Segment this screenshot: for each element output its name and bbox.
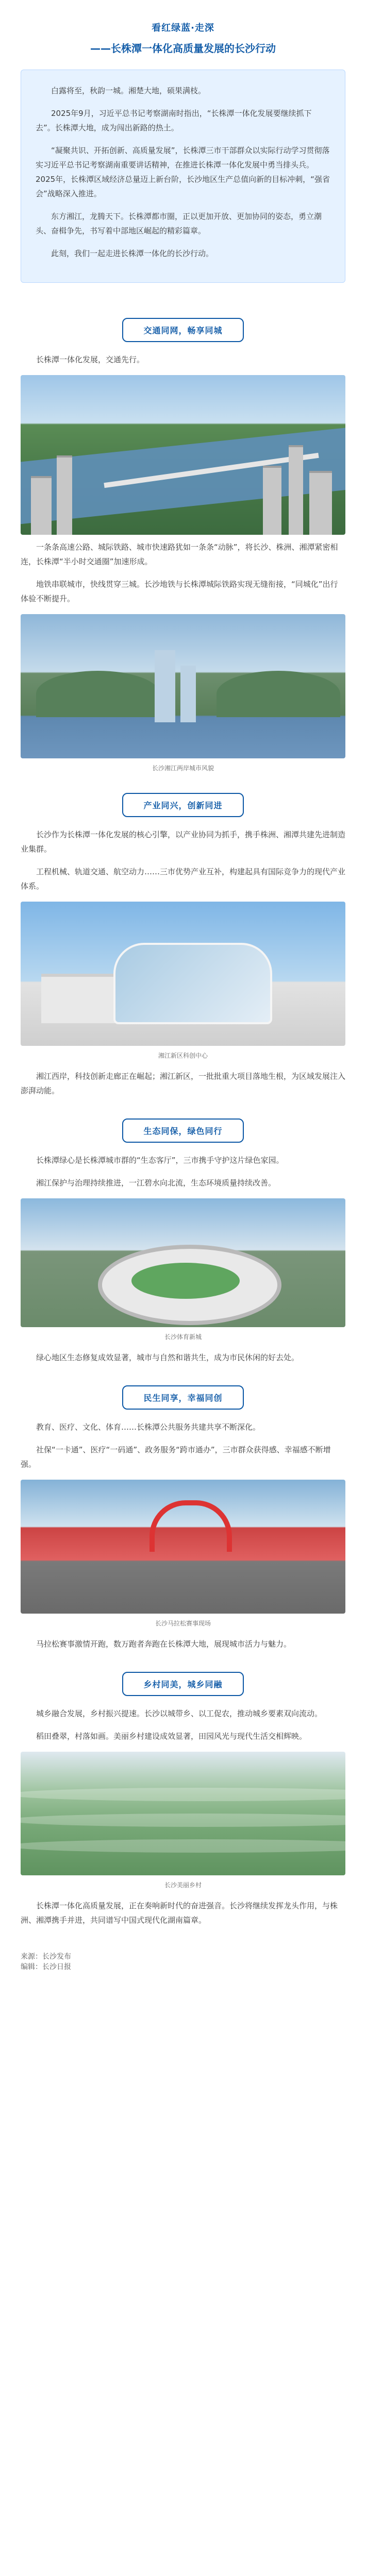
section-rural [0,1706,366,1927]
section-paragraph: 社保“一卡通”、医疗“一码通”、政务服务“跨市通办”，三市群众获得感、幸福感不断增强。 [21,1445,331,1469]
building-shape [289,445,303,535]
intro-paragraph: 东方湘江，龙腾天下。长株潭都市圈，正以更加开放、更加协同的姿态，勇立潮头、奋楫争先，书写着中部地区崛起的精彩篇章。 [36,212,322,235]
building-shape [309,471,332,535]
intro-paragraph: 此刻，我们一起走进长株潭一体化的长沙行动。 [51,249,214,258]
editor-text: 编辑：长沙日报 [21,1963,71,1971]
section-paragraph: 湘江西岸，科技创新走廊正在崛起；湘江新区，一批批重大项目落地生根，为区域发展注入澎湃动能。 [21,1072,346,1095]
section-paragraph: 一条条高速公路、城际铁路、城市快速路犹如一条条“动脉”，将长沙、株洲、湘潭紧密相连，长株潭“半小时交通圈”加速形成。 [21,543,338,566]
section-tag-industry [122,793,244,817]
building-shape [263,466,281,535]
section-paragraph: 工程机械、轨道交通、航空动力……三市优势产业互补，构建起具有国际竞争力的现代产业体系。 [21,867,346,891]
section-paragraph: 湘江保护与治理持续推进，一江碧水向北流，生态环境质量持续改善。 [36,1178,276,1188]
section-tag-rural [122,1672,244,1696]
article-subtitle: 看红绿蓝·走深 [152,23,214,33]
start-arch-shape [149,1500,232,1552]
section-paragraph: 地铁串联城市，快线贯穿三城。长沙地铁与长株潭城际铁路实现无缝衔接，“同城化”出行体验不断提升。 [21,580,338,603]
section-paragraph: 长株潭一体化发展，交通先行。 [36,355,145,364]
section-tag-label: 生态同保，绿色同行 [143,1126,223,1136]
building-shape [31,476,52,535]
hill-shape [36,671,160,717]
section-tag-ecology [122,1118,244,1143]
section-paragraph: 城乡融合发展，乡村振兴提速。长沙以城带乡、以工促农，推动城乡要素双向流动。 [36,1709,323,1718]
section-tag-label: 产业同兴，创新同进 [143,801,223,810]
image-caption: 长沙体育新城 [164,1333,202,1341]
terrace-shape [21,1788,345,1801]
intro-paragraph: 2025年9月，习近平总书记考察湖南时指出，“长株潭一体化发展要继续抓下去”。长株潭大地，成为闯出新路的热土。 [36,109,312,132]
rural-image [21,1752,345,1875]
tower-shape [155,650,175,722]
aerial-city-image [21,375,345,535]
building-shape [57,455,72,535]
glass-building-shape [113,943,272,1024]
terrace-shape [21,1839,345,1853]
section-paragraph: 马拉松赛事激情开跑，数万跑者奔跑在长株潭大地，展现城市活力与魅力。 [36,1639,292,1649]
science-center-image [21,902,345,1046]
marathon-image [21,1480,345,1614]
article-title: ——长株潭一体化高质量发展的长沙行动 [90,42,276,55]
section-tag-label: 民生同享，幸福同创 [143,1393,223,1403]
image-caption: 湘江新区科创中心 [158,1052,208,1059]
section-paragraph: 稻田叠翠，村落如画。美丽乡村建设成效显著，田园风光与现代生活交相辉映。 [36,1732,307,1741]
intro-paragraph: “凝聚共识、开拓创新、高质量发展”，长株潭三市干部群众以实际行动学习贯彻落实习近平总书记考察湖南重要讲话精神，在推进长株潭一体化发展中勇当排头兵。2025年，长株潭区域经济总量迈上新台阶，长沙地区生产总值向新的目标冲刺，“强省会”战略深入推进。 [36,146,330,198]
article-footer [0,1936,366,1997]
section-ecology [0,1153,366,1365]
section-paragraph: 长株潭绿心是长株潭城市群的“生态客厅”，三市携手守护这片绿色家园。 [36,1156,284,1165]
stadium-field-shape [131,1263,240,1299]
image-caption: 长沙马拉松赛事现场 [155,1620,211,1627]
stadium-image [21,1198,345,1327]
section-paragraph: 教育、医疗、文化、体育……长株潭公共服务共建共享不断深化。 [36,1422,261,1432]
section-paragraph: 长株潭一体化高质量发展，正在奏响新时代的奋进强音。长沙将继续发挥龙头作用，与株洲、湘潭携手并进，共同谱写中国式现代化湖南篇章。 [21,1901,338,1925]
image-caption: 长沙美丽乡村 [164,1882,202,1889]
section-transport [0,352,366,772]
source-text: 来源：长沙发布 [21,1953,71,1961]
section-paragraph: 长沙作为长株潭一体化发展的核心引擎，以产业协同为抓手，携手株洲、湘潭共建先进制造业集群。 [21,830,346,854]
section-industry [0,827,366,1098]
river-city-image [21,614,345,758]
image-caption: 长沙湘江两岸城市风貌 [152,765,214,772]
section-tag-livelihood [122,1385,244,1410]
section-paragraph: 绿心地区生态修复成效显著，城市与自然和谐共生，成为市民休闲的好去处。 [36,1353,300,1362]
section-tag-label: 交通同网，畅享同城 [143,326,223,335]
section-livelihood [0,1420,366,1651]
section-tag-label: 乡村同美，城乡同融 [143,1680,223,1689]
intro-box [21,70,345,283]
intro-paragraph: 白露将至，秋韵一城。湘楚大地，硕果满枝。 [51,86,206,95]
article-header [0,0,366,297]
terrace-shape [21,1814,345,1827]
hill-shape [217,671,340,717]
tower-shape [180,666,196,722]
section-tag-transport [122,318,244,342]
